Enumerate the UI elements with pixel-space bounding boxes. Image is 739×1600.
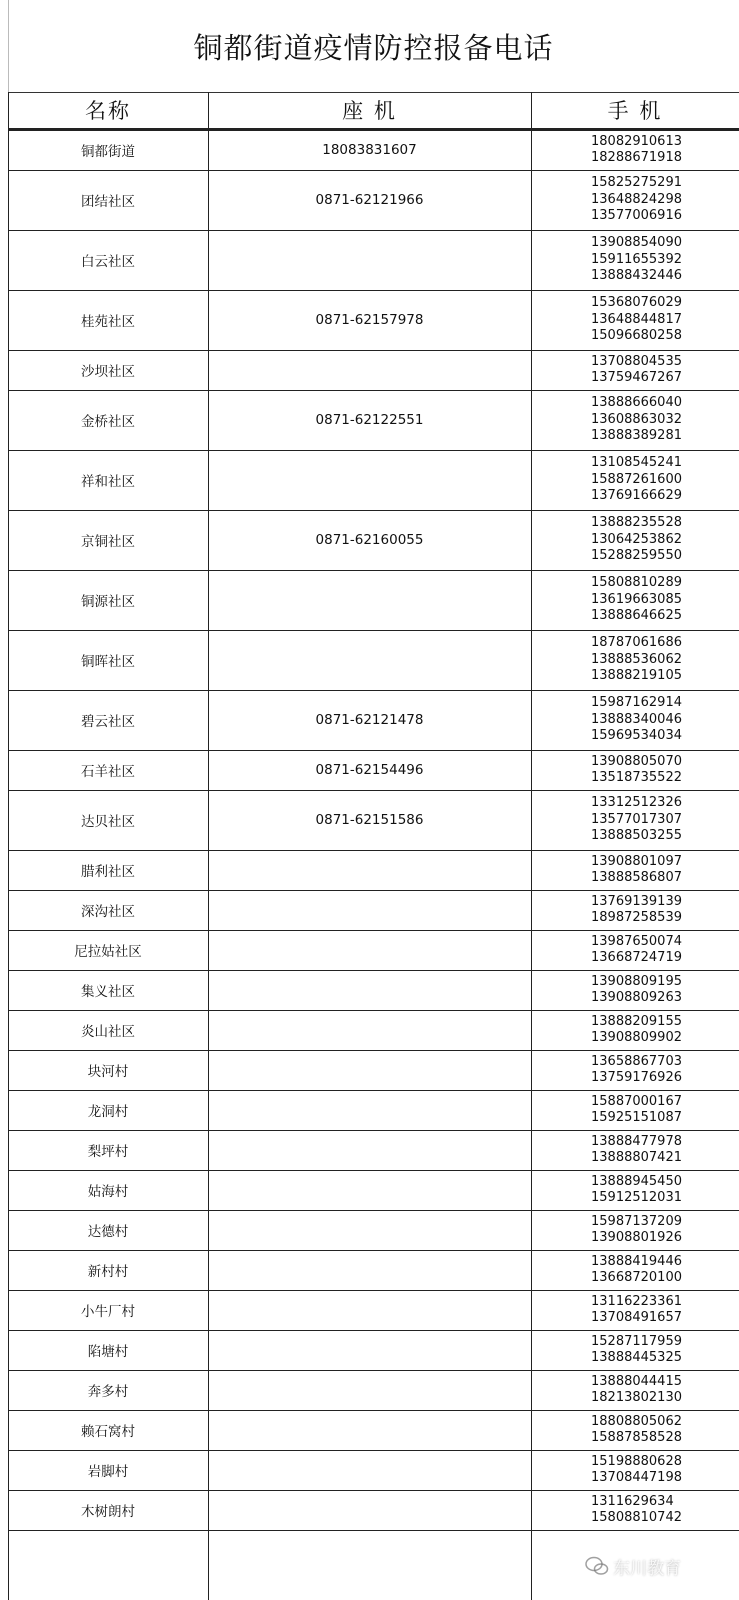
mobile-number: 18987258539	[591, 910, 682, 925]
cell-mobile	[531, 1010, 739, 1050]
cell-mobile	[531, 170, 739, 230]
mobile-number: 13888477978	[591, 1133, 682, 1149]
cell-mobile	[531, 390, 739, 450]
cell-name: 块河村	[87, 1064, 129, 1080]
mobile-number: 13888432446	[591, 268, 682, 284]
cell-name: 碧云社区	[81, 714, 135, 730]
mobile-number: 13648844817	[591, 311, 682, 327]
mobile-number: 13908809902	[591, 1030, 682, 1045]
cell-landline	[208, 970, 531, 1010]
cell-landline: 0871-62154496	[315, 762, 424, 778]
cell-mobile	[531, 570, 739, 630]
col-border	[531, 92, 532, 1600]
cell-landline: 0871-62121478	[315, 712, 424, 728]
mobile-number: 13888209155	[591, 1013, 682, 1029]
mobile-number: 13116223361	[591, 1293, 682, 1309]
mobile-number: 15198880628	[591, 1453, 682, 1469]
cell-landline	[208, 230, 531, 290]
wechat-icon	[585, 1554, 609, 1578]
mobile-number: 15987137209	[591, 1213, 682, 1229]
mobile-number: 15887261600	[591, 471, 682, 487]
cell-landline	[208, 630, 531, 690]
mobile-number: 13769166629	[591, 488, 682, 504]
mobile-number: 13908809263	[591, 990, 682, 1005]
cell-mobile	[531, 1330, 739, 1370]
cell-mobile	[531, 1370, 739, 1410]
mobile-number: 15368076029	[591, 295, 682, 311]
mobile-number: 13908809195	[591, 973, 682, 989]
mobile-number: 13888340046	[591, 711, 682, 727]
cell-name: 达贝社区	[81, 814, 135, 830]
cell-name: 尼拉姑社区	[74, 944, 142, 960]
cell-landline	[208, 350, 531, 390]
cell-name: 腊利社区	[81, 864, 135, 880]
cell-landline: 0871-62122551	[315, 412, 424, 428]
cell-mobile	[531, 130, 739, 170]
cell-mobile	[531, 690, 739, 750]
cell-name: 陷塘村	[87, 1344, 129, 1360]
mobile-number: 13888807421	[591, 1150, 682, 1165]
cell-name: 祥和社区	[81, 474, 135, 490]
cell-mobile	[531, 1290, 739, 1330]
mobile-number: 13708447198	[591, 1470, 682, 1485]
cell-name: 深沟社区	[81, 904, 135, 920]
cell-mobile	[531, 890, 739, 930]
mobile-number: 13577017307	[591, 811, 682, 827]
mobile-number: 13312512326	[591, 795, 682, 811]
cell-name: 达德村	[87, 1224, 129, 1240]
cell-name: 团结社区	[81, 194, 135, 210]
cell-mobile	[531, 1050, 739, 1090]
cell-name: 梨坪村	[87, 1144, 129, 1160]
mobile-number: 13668720100	[591, 1270, 682, 1285]
mobile-number: 13608863032	[591, 411, 682, 427]
mobile-number: 13108545241	[591, 455, 682, 471]
cell-name: 桂苑社区	[81, 314, 135, 330]
cell-landline	[208, 1170, 531, 1210]
mobile-number: 13888503255	[591, 828, 682, 844]
cell-name: 铜源社区	[81, 594, 135, 610]
mobile-number: 18288671918	[591, 150, 682, 165]
mobile-number: 13668724719	[591, 950, 682, 965]
cell-mobile	[531, 1490, 739, 1530]
mobile-number: 15987162914	[591, 695, 682, 711]
mobile-number: 13908801097	[591, 853, 682, 869]
cell-mobile	[531, 750, 739, 790]
cell-name: 岩脚村	[87, 1464, 129, 1480]
mobile-number: 13759467267	[591, 370, 682, 385]
cell-landline	[208, 1130, 531, 1170]
mobile-number: 13888536062	[591, 651, 682, 667]
col-border	[8, 92, 9, 1600]
mobile-number: 18808805062	[591, 1413, 682, 1429]
cell-mobile	[531, 230, 739, 290]
mobile-number: 15825275291	[591, 175, 682, 191]
mobile-number: 13708804535	[591, 353, 682, 369]
cell-name: 奔多村	[87, 1384, 129, 1400]
mobile-number: 15887000167	[591, 1093, 682, 1109]
mobile-number: 13888666040	[591, 395, 682, 411]
header-mobile: 手 机	[531, 92, 739, 130]
cell-name: 铜晖社区	[81, 654, 135, 670]
cell-mobile	[531, 930, 739, 970]
mobile-number: 18082910613	[591, 133, 682, 149]
cell-landline	[208, 450, 531, 510]
cell-name: 姑海村	[87, 1184, 129, 1200]
cell-landline: 0871-62121966	[315, 192, 424, 208]
cell-name: 赖石窝村	[81, 1424, 135, 1440]
mobile-number: 13888586807	[591, 870, 682, 885]
watermark	[585, 1552, 725, 1580]
mobile-number: 13759176926	[591, 1070, 682, 1085]
cell-landline	[208, 850, 531, 890]
cell-mobile	[531, 1210, 739, 1250]
cell-name: 白云社区	[81, 254, 135, 270]
cell-mobile	[531, 290, 739, 350]
mobile-number: 13888235528	[591, 515, 682, 531]
cell-mobile	[531, 630, 739, 690]
cell-name: 金桥社区	[81, 414, 135, 430]
mobile-number: 15912512031	[591, 1190, 682, 1205]
cell-landline	[208, 1210, 531, 1250]
cell-name: 京铜社区	[81, 534, 135, 550]
mobile-number: 15925151087	[591, 1110, 682, 1125]
cell-mobile	[531, 1250, 739, 1290]
mobile-number: 13987650074	[591, 933, 682, 949]
cell-name: 炎山社区	[81, 1024, 135, 1040]
mobile-number: 13888219105	[591, 668, 682, 684]
mobile-number: 15808810289	[591, 575, 682, 591]
mobile-number: 13888646625	[591, 608, 682, 624]
mobile-number: 13708491657	[591, 1310, 682, 1325]
mobile-number: 13769139139	[591, 893, 682, 909]
mobile-number: 13518735522	[591, 770, 682, 785]
cell-name: 龙洞村	[87, 1104, 129, 1120]
mobile-number: 13888945450	[591, 1173, 682, 1189]
mobile-number: 13064253862	[591, 531, 682, 547]
mobile-number: 18213802130	[591, 1390, 682, 1405]
header-landline: 座 机	[208, 92, 531, 130]
mobile-number: 13648824298	[591, 191, 682, 207]
mobile-number: 13908805070	[591, 753, 682, 769]
cell-name: 铜都街道	[81, 144, 135, 160]
cell-mobile	[531, 510, 739, 570]
cell-name: 木树朗村	[81, 1504, 135, 1520]
cell-name: 新村村	[87, 1264, 129, 1280]
cell-landline	[208, 570, 531, 630]
cell-landline	[208, 1010, 531, 1050]
mobile-number: 13888044415	[591, 1373, 682, 1389]
mobile-number: 1311629634	[591, 1493, 674, 1509]
cell-mobile	[531, 850, 739, 890]
cell-landline	[208, 890, 531, 930]
table-title: 铜都街道疫情防控报备电话	[193, 30, 554, 65]
cell-mobile	[531, 1170, 739, 1210]
cell-name: 沙坝社区	[81, 364, 135, 380]
cell-mobile	[531, 1450, 739, 1490]
mobile-number: 13619663085	[591, 591, 682, 607]
cell-landline	[208, 1490, 531, 1530]
mobile-number: 13888389281	[591, 428, 682, 444]
row-border	[8, 1530, 739, 1531]
mobile-number: 13658867703	[591, 1053, 682, 1069]
cell-mobile	[531, 350, 739, 390]
mobile-number: 15288259550	[591, 548, 682, 564]
header-name: 名称	[8, 92, 208, 130]
mobile-number: 15911655392	[591, 251, 682, 267]
mobile-number: 15096680258	[591, 328, 682, 344]
cell-landline	[208, 930, 531, 970]
cell-landline: 0871-62157978	[315, 312, 424, 328]
cell-mobile	[531, 1130, 739, 1170]
mobile-number: 15969534034	[591, 728, 682, 744]
mobile-number: 15808810742	[591, 1510, 682, 1525]
cell-landline	[208, 1250, 531, 1290]
cell-landline	[208, 1050, 531, 1090]
cell-mobile	[531, 970, 739, 1010]
mobile-number: 15287117959	[591, 1333, 682, 1349]
mobile-number: 13577006916	[591, 208, 682, 224]
mobile-number: 13888445325	[591, 1350, 682, 1365]
cell-mobile	[531, 450, 739, 510]
watermark-text: 东川教育	[613, 1558, 681, 1579]
cell-landline: 0871-62160055	[315, 532, 424, 548]
mobile-number: 18787061686	[591, 635, 682, 651]
mobile-number: 13888419446	[591, 1253, 682, 1269]
cell-landline	[208, 1330, 531, 1370]
cell-name: 集义社区	[81, 984, 135, 1000]
mobile-number: 15887858528	[591, 1430, 682, 1445]
cell-mobile	[531, 1090, 739, 1130]
mobile-number: 13908854090	[591, 235, 682, 251]
mobile-number: 13908801926	[591, 1230, 682, 1245]
table-title-cell	[8, 0, 739, 93]
cell-landline: 18083831607	[322, 142, 417, 158]
cell-landline	[208, 1370, 531, 1410]
cell-landline	[208, 1410, 531, 1450]
cell-mobile	[531, 790, 739, 850]
cell-name: 石羊社区	[81, 764, 135, 780]
col-border	[208, 92, 209, 1600]
cell-name: 小牛厂村	[81, 1304, 135, 1320]
cell-landline	[208, 1450, 531, 1490]
cell-mobile	[531, 1410, 739, 1450]
cell-landline: 0871-62151586	[315, 812, 424, 828]
cell-landline	[208, 1290, 531, 1330]
cell-landline	[208, 1090, 531, 1130]
